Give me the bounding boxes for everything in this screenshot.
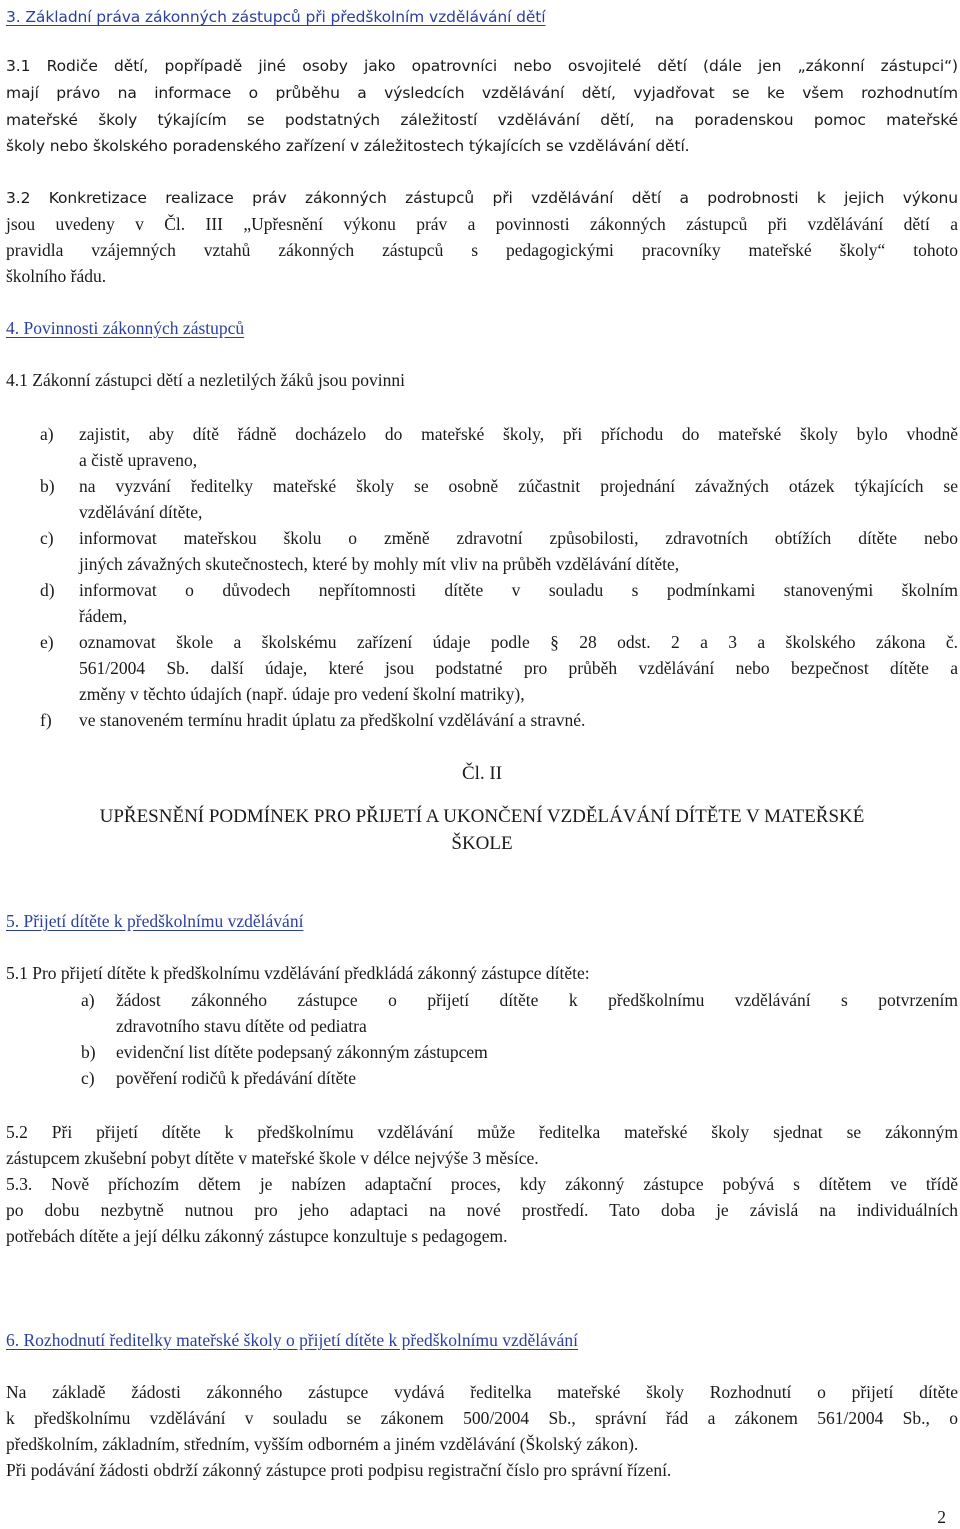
list-item-line: jiných závažných skutečnostech, které by mohly mít vliv na průběh vzdělávání dítěte,	[79, 554, 680, 574]
list-item-line: a čistě upraveno,	[79, 450, 198, 470]
para-3-1-line-3: mateřské školy týkajícím se podstatných záležitostí vzdělávání dětí, na poradenskou pomoc mateřské	[6, 111, 958, 129]
list-marker: b)	[81, 1042, 96, 1062]
para-3-2-line-2: jsou uvedeny v Čl. III „Upřesnění výkonu práv a povinnosti zákonných zástupců při vzdělávání dětí a	[6, 214, 958, 234]
list-item-line: informovat o důvodech nepřítomnosti dítěte v souladu s podmínkami stanovenými školním	[79, 580, 958, 600]
list-marker: d)	[40, 580, 55, 600]
section-3-heading: 3. Základní práva zákonných zástupců při předškolním vzdělávání dětí	[6, 8, 546, 26]
para-3-1-line-1: 3.1 Rodiče dětí, popřípadě jiné osoby jako opatrovníci nebo osvojitelé dětí (dále jen „zákonní zástupci“)	[6, 57, 958, 75]
para-5-2-line-2: zástupcem zkušební pobyt dítěte v mateřské škole v délce nejvýše 3 měsíce.	[6, 1148, 539, 1168]
list-item-line: řádem,	[79, 606, 128, 626]
article-title-line-2: ŠKOLE	[451, 833, 513, 854]
para-3-2-line-1: 3.2 Konkretizace realizace práv zákonných zástupců při vzdělávání dětí a podrobnosti k jejich výkonu	[6, 189, 958, 207]
para-6-line-2: k předškolnímu vzdělávání v souladu se zákonem 500/2004 Sb., správní řád a zákonem 561/2004 Sb., o	[6, 1408, 958, 1428]
para-5-2-line-1: 5.2 Při přijetí dítěte k předškolnímu vzdělávání může ředitelka mateřské školy sjednat se zákonným	[6, 1122, 958, 1142]
list-marker: a)	[40, 424, 54, 444]
para-4-1-intro: 4.1 Zákonní zástupci dětí a nezletilých žáků jsou povinni	[6, 370, 405, 390]
list-marker: b)	[40, 476, 55, 496]
para-6-line-1: Na základě žádosti zákonného zástupce vydává ředitelka mateřské školy Rozhodnutí o přijetí dítěte	[6, 1382, 958, 1402]
section-6-heading: 6. Rozhodnutí ředitelky mateřské školy o přijetí dítěte k předškolnímu vzdělávání	[6, 1330, 579, 1350]
list-item-line: změny v těchto údajích (např. údaje pro vedení školní matriky),	[79, 684, 525, 704]
para-3-2-line-3: pravidla vzájemných vztahů zákonných zástupců s pedagogickými pracovníky mateřské školy“ tohoto	[6, 240, 958, 260]
list-marker: a)	[81, 990, 95, 1010]
para-3-1-line-4: školy nebo školského poradenského zařízení v záležitostech týkajících se vzdělávání dětí.	[6, 137, 690, 155]
list-marker: c)	[40, 528, 54, 548]
para-5-3-line-1: 5.3. Nově příchozím dětem je nabízen adaptační proces, kdy zákonný zástupce pobývá s dítětem ve třídě	[6, 1174, 958, 1194]
article-title-line-1: UPŘESNĚNÍ PODMÍNEK PRO PŘIJETÍ A UKONČENÍ VZDĚLÁVÁNÍ DÍTĚTE V MATEŘSKÉ	[99, 806, 865, 827]
list-marker: e)	[40, 632, 54, 652]
page-number: 2	[937, 1507, 946, 1527]
list-item-line: zdravotního stavu dítěte od pediatra	[116, 1016, 367, 1036]
list-item-line: oznamovat škole a školskému zařízení údaje podle § 28 odst. 2 a 3 a školského zákona č.	[79, 632, 958, 652]
para-3-2-line-4: školního řádu.	[6, 266, 107, 286]
section-4-heading: 4. Povinnosti zákonných zástupců	[6, 318, 245, 338]
para-6-line-3: předškolním, základním, středním, vyšším odborném a jiném vzdělávání (Školský zákon).	[6, 1434, 639, 1454]
para-5-1-intro: 5.1 Pro přijetí dítěte k předškolnímu vzdělávání předkládá zákonný zástupce dítěte:	[6, 963, 590, 983]
list-item-line: 561/2004 Sb. další údaje, které jsou podstatné pro průběh vzdělávání nebo bezpečnost dítěte a	[79, 658, 958, 678]
para-6-line-4: Při podávání žádosti obdrží zákonný zástupce proti podpisu registrační číslo pro správní řízení.	[6, 1460, 672, 1480]
list-item-line: pověření rodičů k předávání dítěte	[116, 1068, 357, 1088]
para-5-3-line-3: potřebách dítěte a její délku zákonný zástupce konzultuje s pedagogem.	[6, 1226, 508, 1246]
article-label: Čl. II	[461, 763, 503, 784]
section-5-heading: 5. Přijetí dítěte k předškolnímu vzdělávání	[6, 911, 304, 931]
list-item-line: vzdělávání dítěte,	[79, 502, 203, 522]
list-item-line: zajistit, aby dítě řádně docházelo do mateřské školy, při příchodu do mateřské školy bylo vhodně	[79, 424, 958, 444]
list-marker: c)	[81, 1068, 95, 1088]
list-item-line: evidenční list dítěte podepsaný zákonným zástupcem	[116, 1042, 488, 1062]
list-item-line: na vyzvání ředitelky mateřské školy se osobně zúčastnit projednání závažných otázek týkajících se	[79, 476, 958, 496]
list-item-line: žádost zákonného zástupce o přijetí dítěte k předškolnímu vzdělávání s potvrzením	[116, 990, 958, 1010]
para-5-3-line-2: po dobu nezbytně nutnou pro jeho adaptaci na nové prostředí. Tato doba je závislá na individuálních	[6, 1200, 958, 1220]
list-item-line: informovat mateřskou školu o změně zdravotní způsobilosti, zdravotních obtížích dítěte nebo	[79, 528, 958, 548]
list-item-line: ve stanoveném termínu hradit úplatu za předškolní vzdělávání a stravné.	[79, 710, 586, 730]
para-3-1-line-2: mají právo na informace o průběhu a výsledcích vzdělávání dětí, vyjadřovat se ke všem rozhodnutím	[6, 84, 958, 102]
list-marker: f)	[40, 710, 52, 730]
